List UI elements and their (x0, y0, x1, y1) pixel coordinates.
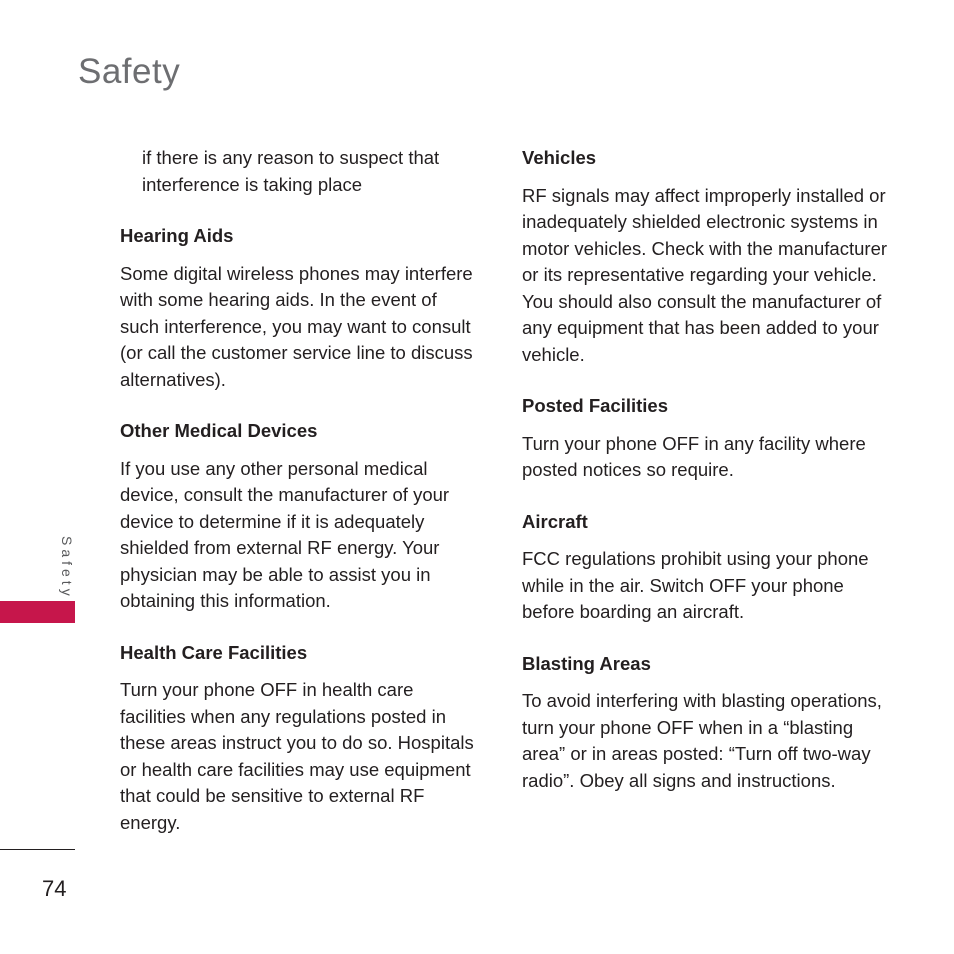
section-heading-hearing-aids: Hearing Aids (120, 225, 234, 246)
section-body-vehicles: RF signals may affect improperly installed or inadequately shielded electronic systems in motor vehicles. Check with the manufacturer or its representative regarding your vehicle. You should also consult the manufacturer of any equipment that has been added to your vehicle. (522, 184, 888, 365)
side-tab-bar (0, 601, 75, 623)
section-heading-aircraft: Aircraft (522, 510, 588, 532)
page-title: Safety (78, 52, 181, 91)
section-body-blasting-areas: To avoid interfering with blasting operations, turn your phone OFF when in a “blasting area” or in areas posted: “Turn off two-way radio”. Obey all signs and instructions. (522, 690, 882, 791)
side-tab-label: Safety (59, 536, 75, 600)
section-heading-health-care-facilities: Health Care Facilities (120, 641, 308, 663)
footer-divider (0, 849, 75, 850)
left-column (120, 145, 480, 861)
section-body-other-medical-devices: If you use any other personal medical device, consult the manufacturer of your device to determine if it is adequately shielded from external RF energy. Your physician may be able to assist you in obtaining this information. (120, 457, 450, 611)
section-heading-blasting-areas: Blasting Areas (522, 652, 651, 674)
section-body-hearing-aids: Some digital wireless phones may interfere with some hearing aids. In the event of such interference, you may want to consult (or call the customer service line to discuss alternatives). (120, 262, 473, 390)
section-heading-posted-facilities: Posted Facilities (522, 395, 668, 416)
section-body-posted-facilities: Turn your phone OFF in any facility where posted notices so require. (522, 432, 866, 480)
page-number: 74 (42, 876, 67, 901)
section-heading-vehicles: Vehicles (522, 147, 597, 168)
section-body-health-care-facilities: Turn your phone OFF in health care facilities when any regulations posted in these areas instruct you to do so. Hospitals or health care facilities may use equipment that could be sensitive to external RF energy. (120, 679, 474, 833)
section-body-aircraft: FCC regulations prohibit using your phone while in the air. Switch OFF your phone before boarding an aircraft. (522, 548, 869, 622)
right-column (522, 145, 892, 819)
section-heading-other-medical-devices: Other Medical Devices (120, 420, 318, 441)
intro-text: if there is any reason to suspect that interference is taking place (142, 147, 440, 195)
